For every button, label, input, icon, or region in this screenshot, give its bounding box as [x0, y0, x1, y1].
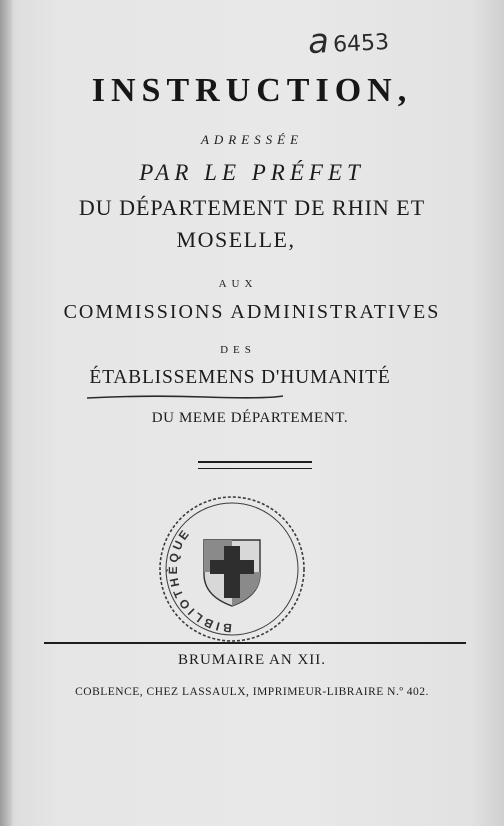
des-line: DES: [220, 344, 256, 356]
library-stamp: [154, 496, 310, 646]
handwritten-underline: [85, 394, 285, 400]
department-line-1: DU DÉPARTEMENT DE RHIN ET: [78, 195, 426, 220]
imprint-date: BRUMAIRE AN XII.: [177, 652, 327, 668]
prefect-line: PAR LE PRÉFET: [139, 160, 365, 185]
stamp-ring-text: BIBLIOTHÈQUE: [166, 525, 233, 636]
department-line-2: MOSELLE,: [176, 227, 296, 252]
aux-line: AUX: [218, 278, 258, 290]
document-title: INSTRUCTION,: [91, 72, 413, 109]
handwritten-shelfmark: [307, 18, 390, 62]
shelfmark-number: 6453: [332, 29, 390, 58]
recipients-line: COMMISSIONS ADMINISTRATIVES: [63, 301, 441, 323]
imprint-publisher: COBLENCE, CHEZ LASSAULX, IMPRIMEUR-LIBRAIRE N.º 402.: [75, 686, 429, 698]
addressed-line: ADRESSÉE: [200, 132, 304, 147]
institutions-line: ÉTABLISSEMENS D'HUMANITÉ: [89, 367, 391, 388]
imprint-rule: [44, 642, 466, 644]
shelfmark-prefix: a: [307, 21, 330, 63]
same-department-line: DU MEME DÉPARTEMENT.: [151, 410, 349, 426]
ornamental-rule: [198, 461, 312, 469]
